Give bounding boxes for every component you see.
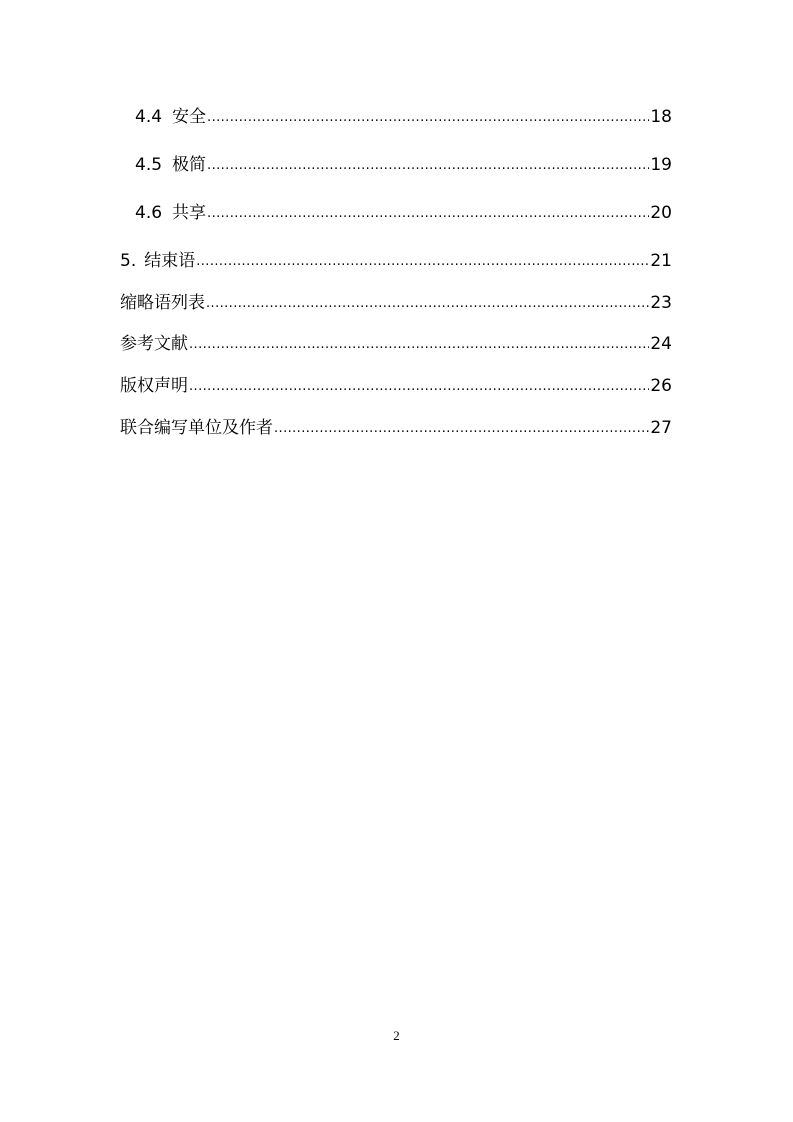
toc-dot-leader bbox=[196, 249, 649, 275]
toc-dot-leader bbox=[206, 291, 649, 317]
toc-entry-title: 参考文献 bbox=[120, 334, 188, 354]
toc-entry-number: 5. bbox=[120, 251, 137, 271]
toc-entry-page: 19 bbox=[650, 155, 672, 175]
toc-entry-page: 26 bbox=[650, 376, 672, 396]
toc-entry-title: 结束语 bbox=[144, 251, 196, 271]
toc-dot-leader bbox=[207, 201, 649, 227]
toc-entry-title: 共享 bbox=[172, 203, 207, 223]
toc-entry-page: 21 bbox=[650, 251, 672, 271]
toc-entry-title: 安全 bbox=[172, 107, 207, 127]
toc-entry-page: 20 bbox=[650, 203, 672, 223]
toc-entry-5[interactable] bbox=[120, 248, 672, 274]
toc-entry-page: 27 bbox=[650, 418, 672, 438]
toc-entry-title: 版权声明 bbox=[120, 376, 188, 396]
toc-entry-number: 4.5 bbox=[135, 155, 163, 175]
toc-entry-page: 23 bbox=[650, 293, 672, 313]
toc-entry-copyright[interactable] bbox=[120, 373, 672, 399]
toc-entry-4-6[interactable] bbox=[135, 200, 672, 226]
toc-dot-leader bbox=[189, 374, 649, 400]
toc-entry-abbreviations[interactable] bbox=[120, 290, 672, 316]
toc-entry-page: 24 bbox=[650, 334, 672, 354]
toc-entry-4-5[interactable] bbox=[135, 152, 672, 178]
toc-entry-number: 4.4 bbox=[135, 107, 163, 127]
toc-dot-leader bbox=[274, 416, 649, 442]
toc-entry-4-4[interactable] bbox=[135, 104, 672, 130]
toc-entry-number: 4.6 bbox=[135, 203, 163, 223]
toc-entry-page: 18 bbox=[650, 107, 672, 127]
toc-dot-leader bbox=[207, 105, 649, 131]
toc-entry-title: 极简 bbox=[172, 155, 207, 175]
toc-entry-title: 联合编写单位及作者 bbox=[120, 418, 273, 438]
toc-entry-title: 缩略语列表 bbox=[120, 293, 205, 313]
toc-entry-references[interactable] bbox=[120, 331, 672, 357]
toc-entry-authors[interactable] bbox=[120, 415, 672, 441]
page-number: 2 bbox=[393, 1028, 400, 1043]
toc-dot-leader bbox=[207, 153, 649, 179]
toc-dot-leader bbox=[189, 332, 649, 358]
